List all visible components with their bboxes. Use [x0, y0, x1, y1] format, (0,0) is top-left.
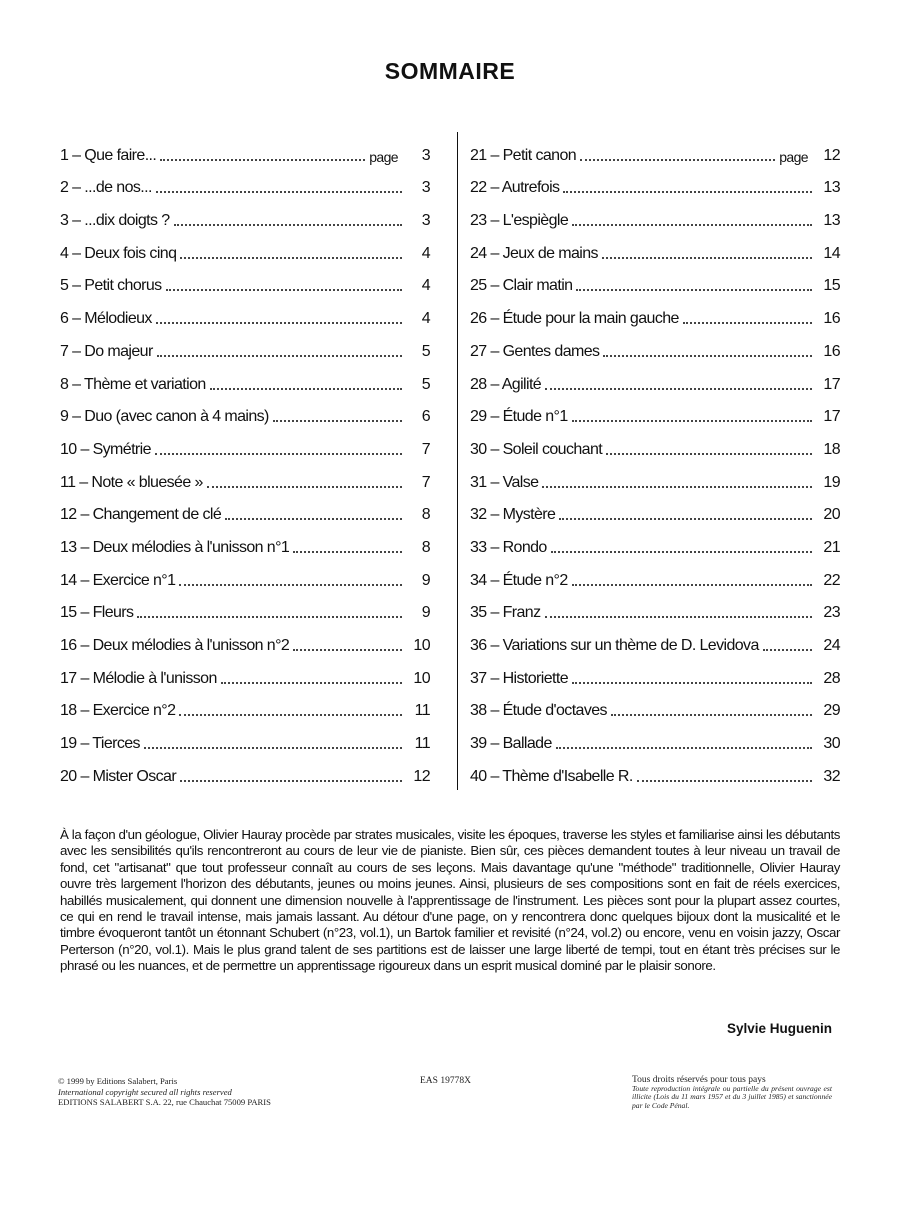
toc-entry-page-number: 8 — [421, 506, 430, 524]
dot-leader — [542, 485, 812, 488]
toc-entry-title: 12 – Changement de clé — [60, 506, 222, 524]
toc-entry-page-number: 4 — [421, 310, 430, 328]
toc-entry-page-number: 32 — [823, 767, 840, 785]
toc-entry — [60, 295, 430, 328]
toc-entry — [60, 197, 430, 230]
dot-leader — [207, 485, 402, 488]
dot-leader — [572, 681, 812, 684]
page-word-label: page — [779, 148, 808, 165]
toc-entry-title: 35 – Franz — [470, 604, 541, 622]
toc-entry-title: 9 – Duo (avec canon à 4 mains) — [60, 408, 269, 426]
dot-leader — [637, 779, 812, 782]
toc-entry — [470, 720, 840, 753]
toc-entry — [470, 295, 840, 328]
dot-leader — [576, 288, 812, 291]
toc-entry-title: 4 – Deux fois cinq — [60, 244, 177, 262]
toc-entry-page-number: 5 — [421, 375, 430, 393]
dot-leader — [545, 615, 813, 618]
toc-entry-title: 11 – Note « bluesée » — [60, 473, 203, 491]
toc-entry-title: 38 – Étude d'octaves — [470, 702, 607, 720]
toc-entry-title: 22 – Autrefois — [470, 179, 560, 197]
toc-entry-title: 27 – Gentes dames — [470, 342, 600, 360]
toc-entry — [470, 492, 840, 525]
toc-entry-page-number: 7 — [421, 473, 430, 491]
toc-entry — [60, 165, 430, 198]
toc-entry — [470, 132, 840, 165]
toc-entry — [60, 655, 430, 688]
toc-entry-page-number: 30 — [823, 735, 840, 753]
dot-leader — [683, 321, 812, 324]
page-word-label: page — [369, 148, 398, 165]
toc-entry-page-number: 17 — [823, 408, 840, 426]
toc-entry — [60, 524, 430, 557]
dot-leader — [606, 452, 812, 455]
toc-entry-page-number: 12 — [823, 146, 840, 164]
toc-entry — [60, 426, 430, 459]
toc-entry-title: 37 – Historiette — [470, 669, 569, 687]
dot-leader — [563, 190, 812, 193]
toc-entry — [60, 132, 430, 165]
toc-entry-title: 14 – Exercice n°1 — [60, 571, 176, 589]
toc-entry — [60, 230, 430, 263]
toc-entry-page-number: 23 — [823, 604, 840, 622]
toc-entry — [470, 459, 840, 492]
toc-entry — [60, 753, 430, 786]
toc-entry — [60, 394, 430, 427]
toc-entry-title: 32 – Mystère — [470, 506, 556, 524]
dot-leader — [179, 583, 402, 586]
dot-leader — [556, 746, 812, 749]
page-title: SOMMAIRE — [384, 58, 516, 84]
toc-entry — [470, 394, 840, 427]
toc-entry-title: 24 – Jeux de mains — [470, 244, 598, 262]
dot-leader — [580, 158, 775, 161]
toc-entry — [470, 524, 840, 557]
toc-entry-title: 2 – ...de nos... — [60, 179, 152, 197]
international-copyright-line: International copyright secured all rights reserved — [58, 1086, 232, 1097]
toc-entry-page-number: 11 — [414, 735, 430, 753]
toc-entry-title: 39 – Ballade — [470, 735, 552, 753]
toc-entry — [470, 590, 840, 623]
toc-entry-title: 36 – Variations sur un thème de D. Levidova — [470, 637, 759, 654]
toc-entry — [470, 655, 840, 688]
dot-leader — [545, 387, 812, 390]
toc-entry-page-number: 5 — [421, 342, 430, 360]
toc-entry-page-number: 13 — [823, 212, 840, 230]
dot-leader — [225, 517, 402, 520]
toc-entry-page-number: 4 — [421, 244, 430, 262]
toc-entry-title: 16 – Deux mélodies à l'unisson n°2 — [60, 637, 290, 654]
toc-entry-page-number: 24 — [823, 637, 840, 654]
toc-entry-page-number: 22 — [823, 571, 840, 589]
toc-entry — [470, 622, 840, 655]
toc-entry-title: 17 – Mélodie à l'unisson — [60, 669, 217, 687]
toc-entry-page-number: 17 — [823, 375, 840, 393]
toc-entry-page-number: 3 — [421, 179, 430, 197]
toc-entry-page-number: 10 — [413, 637, 430, 654]
dot-leader — [763, 648, 812, 651]
toc-entry — [470, 263, 840, 296]
toc-entry-page-number: 14 — [823, 244, 840, 262]
author-signature: Sylvie Huguenin — [726, 1021, 832, 1036]
toc-entry — [470, 426, 840, 459]
toc-entry — [60, 720, 430, 753]
toc-entry-title: 26 – Étude pour la main gauche — [470, 310, 679, 328]
table-of-contents — [60, 132, 840, 790]
toc-entry-title: 10 – Symétrie — [60, 440, 151, 458]
toc-entry-title: 25 – Clair matin — [470, 277, 573, 295]
dot-leader — [179, 713, 402, 716]
toc-entry-title: 19 – Tierces — [60, 735, 140, 753]
toc-entry — [60, 557, 430, 590]
toc-entry — [470, 688, 840, 721]
dot-leader — [156, 190, 402, 193]
toc-entry-title: 13 – Deux mélodies à l'unisson n°1 — [60, 538, 290, 556]
dot-leader — [155, 452, 402, 455]
toc-entry — [470, 557, 840, 590]
dot-leader — [156, 321, 402, 324]
toc-entry — [470, 361, 840, 394]
dot-leader — [559, 517, 812, 520]
toc-entry-title: 3 – ...dix doigts ? — [60, 212, 170, 230]
toc-entry-title: 18 – Exercice n°2 — [60, 702, 176, 720]
toc-entry — [470, 197, 840, 230]
toc-entry-title: 6 – Mélodieux — [60, 310, 152, 328]
toc-entry-title: 30 – Soleil couchant — [470, 440, 603, 458]
toc-entry-page-number: 3 — [421, 146, 430, 164]
copyright-line: © 1999 by Editions Salabert, Paris — [58, 1076, 178, 1086]
dot-leader — [603, 354, 812, 357]
toc-entry-title: 15 – Fleurs — [60, 604, 134, 622]
toc-entry — [60, 263, 430, 296]
toc-entry-page-number: 8 — [421, 538, 430, 556]
footer-copyright — [58, 1076, 388, 1108]
toc-entry — [470, 753, 840, 786]
toc-entry-page-number: 13 — [823, 179, 840, 197]
toc-entry-title: 20 – Mister Oscar — [60, 767, 177, 785]
toc-entry-title: 28 – Agilité — [470, 375, 542, 393]
toc-entry — [60, 361, 430, 394]
toc-entry-page-number: 4 — [421, 277, 430, 295]
toc-entry-page-number: 16 — [823, 342, 840, 360]
dot-leader — [180, 779, 402, 782]
dot-leader — [160, 158, 365, 161]
toc-left-column — [60, 132, 450, 790]
dot-leader — [221, 681, 402, 684]
toc-entry — [60, 622, 430, 655]
toc-entry-title: 34 – Étude n°2 — [470, 571, 568, 589]
toc-entry-page-number: 7 — [421, 440, 430, 458]
dot-leader — [293, 550, 402, 553]
toc-entry-page-number: 15 — [823, 277, 840, 295]
toc-entry-page-number: 3 — [421, 212, 430, 230]
toc-entry-page-number: 6 — [421, 408, 430, 426]
footer-catalog-number: EAS 19778X — [420, 1076, 471, 1086]
dot-leader — [210, 387, 402, 390]
footer-rights — [632, 1076, 832, 1110]
dot-leader — [273, 419, 402, 422]
toc-entry-page-number: 12 — [413, 767, 430, 785]
toc-entry-page-number: 19 — [823, 473, 840, 491]
toc-entry — [60, 688, 430, 721]
toc-entry-page-number: 9 — [421, 571, 430, 589]
toc-entry-title: 33 – Rondo — [470, 538, 547, 556]
toc-entry-title: 21 – Petit canon — [470, 146, 577, 164]
toc-entry-page-number: 28 — [823, 669, 840, 687]
toc-entry — [60, 590, 430, 623]
toc-entry-title: 1 – Que faire... — [60, 146, 157, 164]
publisher-address: EDITIONS SALABERT S.A. 22, rue Chauchat 75009 PARIS — [58, 1097, 271, 1107]
dot-leader — [602, 256, 812, 259]
toc-entry-title: 7 – Do majeur — [60, 342, 153, 360]
toc-entry-title: 23 – L'espiègle — [470, 212, 569, 230]
rights-lead: Tous droits réservés pour tous pays — [632, 1075, 766, 1085]
dot-leader — [174, 223, 402, 226]
toc-right-column — [450, 132, 840, 790]
toc-entry-title: 31 – Valse — [470, 473, 539, 491]
toc-entry-title: 29 – Étude n°1 — [470, 408, 568, 426]
dot-leader — [572, 419, 812, 422]
dot-leader — [144, 746, 402, 749]
dot-leader — [611, 713, 812, 716]
toc-entry-page-number: 21 — [823, 538, 840, 556]
toc-entry — [60, 328, 430, 361]
toc-entry-page-number: 9 — [421, 604, 430, 622]
dot-leader — [572, 583, 812, 586]
rights-body: Toute reproduction intégrale ou partielle du présent ouvrage est illicite (Lois du 11 mars 1957 et du 3 juillet 1985) et sanctionnée par le Code Pénal. — [632, 1083, 832, 1110]
dot-leader — [180, 256, 402, 259]
description-paragraph: À la façon d'un géologue, Olivier Hauray procède par strates musicales, visite les époques, traverse les styles et familiarise ainsi les débutants avec les sensibilités qu'ils rencontreront au cours de leur vie de pianiste. Bien sûr, ces pièces demandent toutes à leur niveau un travail de fond, cet "artisanat" que tout professeur connaît au cours de ses leçons. Mais davantage qu'une "méthode" traditionnelle, Olivier Hauray ouvre très largement l'horizon des débutants, jeunes ou moins jeunes. Ainsi, plusieurs de ses compositions sont en fait de réels exercices, habillés musicalement, qui donnent une dimension nouvelle à l'apprentissage de l'instrument. Les pièces sont pour la plupart assez courtes, ce qui en rend le travail intense, mais jamais lassant. Au détour d'une page, on y rencontrera donc quelques bijoux dont la musicalité et le timbre évoqueront tantôt un étonnant Schubert (n°23, vol.1), un Bartok familier et revisité (n°24, vol.2) ou encore, venu en voisin jazzy, Oscar Perterson (n°20, vol.1). Mais le plus grand talent de ses partitions est de laisser une large liberté de tempi, tout en étant très précises sur le phrasé ou les nuances, et de permettre un apprentissage rigoureux dans un esprit musical dominé par le plaisir sonore. — [60, 827, 840, 974]
toc-entry-page-number: 11 — [414, 702, 430, 720]
toc-entry-page-number: 18 — [823, 440, 840, 458]
dot-leader — [166, 288, 402, 291]
dot-leader — [551, 550, 812, 553]
toc-entry — [470, 165, 840, 198]
toc-entry — [470, 328, 840, 361]
dot-leader — [572, 223, 812, 226]
toc-entry-title: 40 – Thème d'Isabelle R. — [470, 767, 633, 785]
dot-leader — [293, 648, 402, 651]
toc-entry — [60, 492, 430, 525]
toc-entry-page-number: 20 — [823, 506, 840, 524]
toc-entry — [470, 230, 840, 263]
toc-entry-page-number: 29 — [823, 702, 840, 720]
dot-leader — [157, 354, 402, 357]
dot-leader — [137, 615, 402, 618]
toc-entry-title: 8 – Thème et variation — [60, 375, 206, 393]
toc-entry-page-number: 16 — [823, 310, 840, 328]
toc-entry-page-number: 10 — [413, 669, 430, 687]
toc-entry — [60, 459, 430, 492]
toc-entry-title: 5 – Petit chorus — [60, 277, 162, 295]
